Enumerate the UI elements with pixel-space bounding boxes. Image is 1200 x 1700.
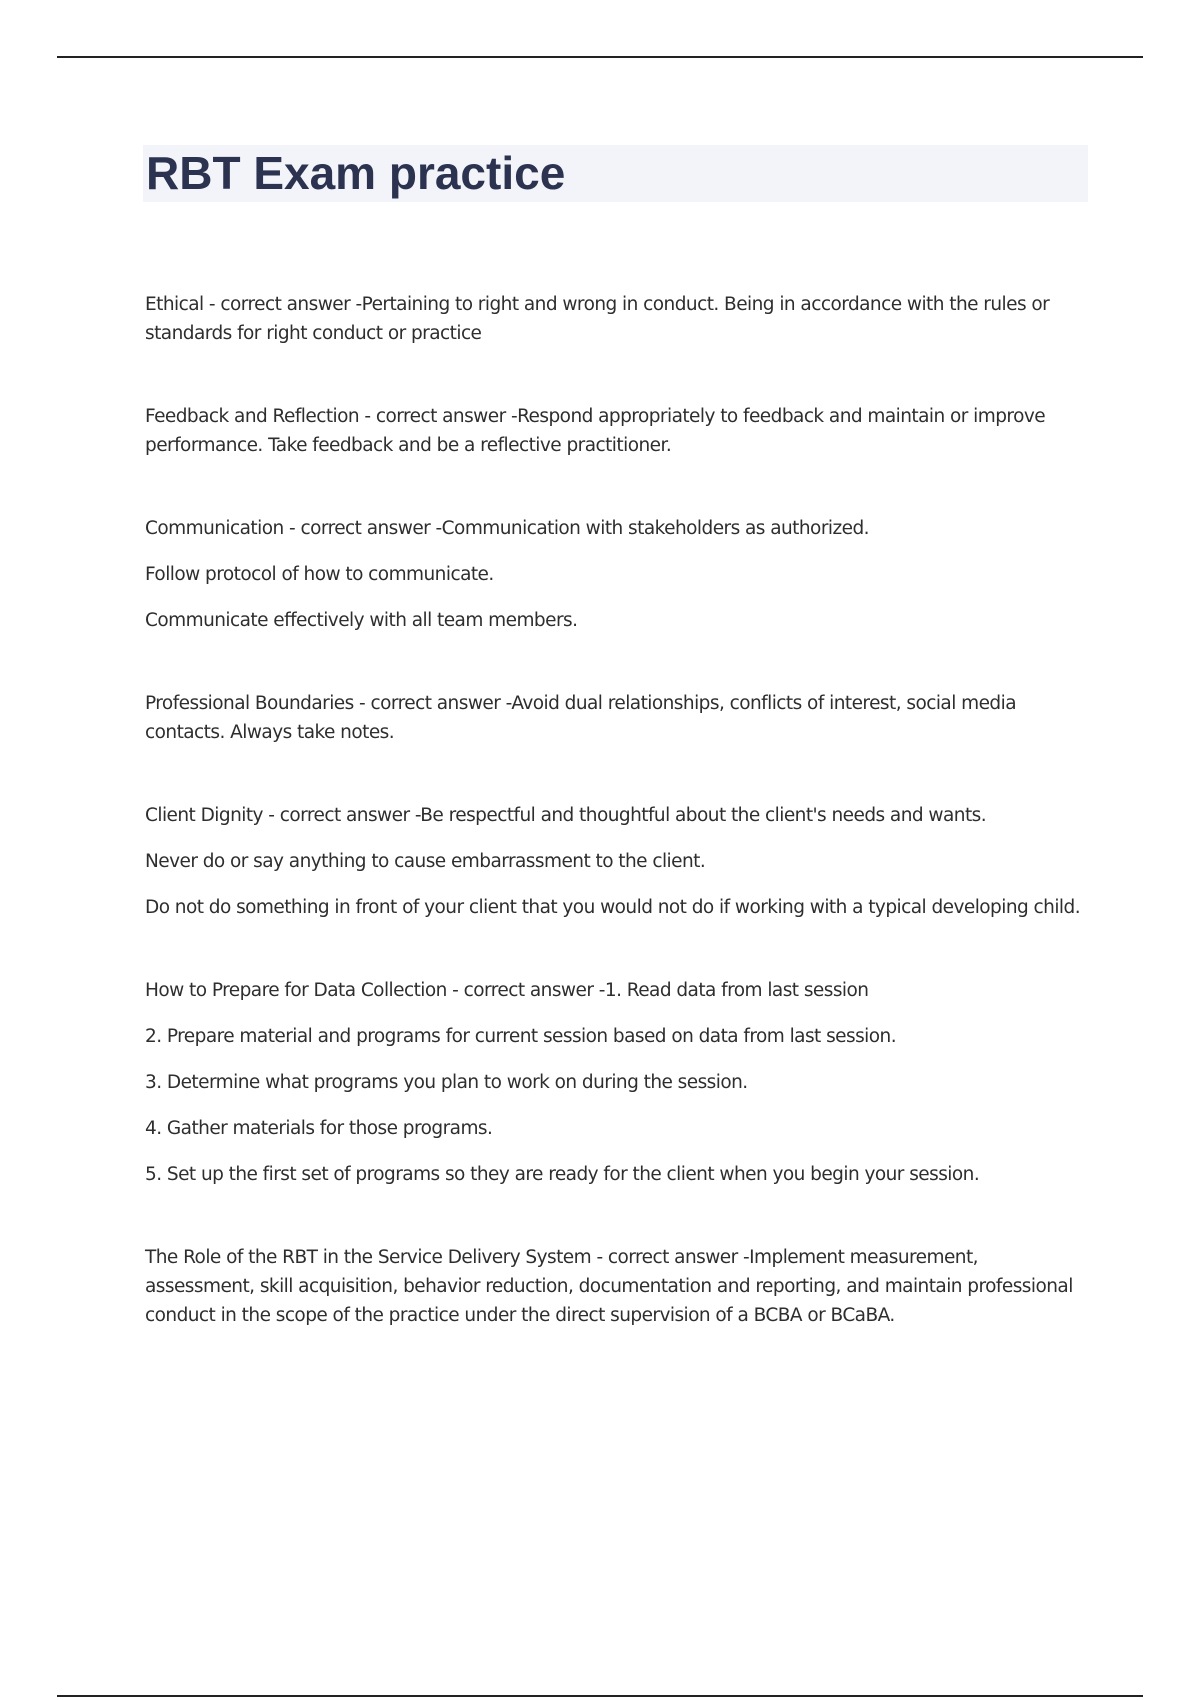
page-title: RBT Exam practice [146, 147, 566, 199]
entry-paragraph: 3. Determine what programs you plan to work on during the session. [145, 1072, 748, 1093]
entry-paragraph: 4. Gather materials for those programs. [145, 1118, 493, 1139]
entry-paragraph: Ethical - correct answer -Pertaining to right and wrong in conduct. Being in accordance with the rules or standards for right conduct or practice [145, 294, 1050, 344]
entry-paragraph: Never do or say anything to cause embarrassment to the client. [145, 851, 706, 872]
entry-paragraph: Communication - correct answer -Communication with stakeholders as authorized. [145, 518, 869, 539]
entry-paragraph: Do not do something in front of your client that you would not do if working with a typical developing child. [145, 897, 1081, 918]
entry-paragraph: 2. Prepare material and programs for current session based on data from last session. [145, 1026, 897, 1047]
entry-paragraph: Professional Boundaries - correct answer -Avoid dual relationships, conflicts of interest, social media contacts. Always take notes. [145, 693, 1016, 743]
entry-client-dignity [145, 801, 1090, 922]
entry-communication [145, 514, 1090, 635]
entry-paragraph: Feedback and Reflection - correct answer -Respond appropriately to feedback and maintain or improve performance. Take feedback and be a reflective practitioner. [145, 406, 1046, 456]
entry-paragraph: Client Dignity - correct answer -Be respectful and thoughtful about the client's needs and wants. [145, 805, 987, 826]
entry-feedback-and-reflection [145, 402, 1090, 460]
entry-paragraph: 5. Set up the first set of programs so they are ready for the client when you begin your session. [145, 1164, 980, 1185]
entry-data-collection [145, 976, 1090, 1189]
entry-professional-boundaries [145, 689, 1090, 747]
entry-paragraph: Communicate effectively with all team members. [145, 610, 578, 631]
entry-ethical [145, 290, 1090, 348]
document-body [145, 290, 1090, 1384]
entry-paragraph: Follow protocol of how to communicate. [145, 564, 494, 585]
entry-role-of-rbt [145, 1243, 1090, 1330]
header-rule [57, 56, 1143, 58]
entry-paragraph: How to Prepare for Data Collection - correct answer -1. Read data from last session [145, 980, 869, 1001]
entry-paragraph: The Role of the RBT in the Service Delivery System - correct answer -Implement measurement, assessment, skill acquisition, behavior reduction, documentation and reporting, and maintain professional conduct in the scope of the practice under the direct supervision of a BCBA or BCaBA. [145, 1247, 1073, 1326]
footer-rule [57, 1695, 1143, 1697]
